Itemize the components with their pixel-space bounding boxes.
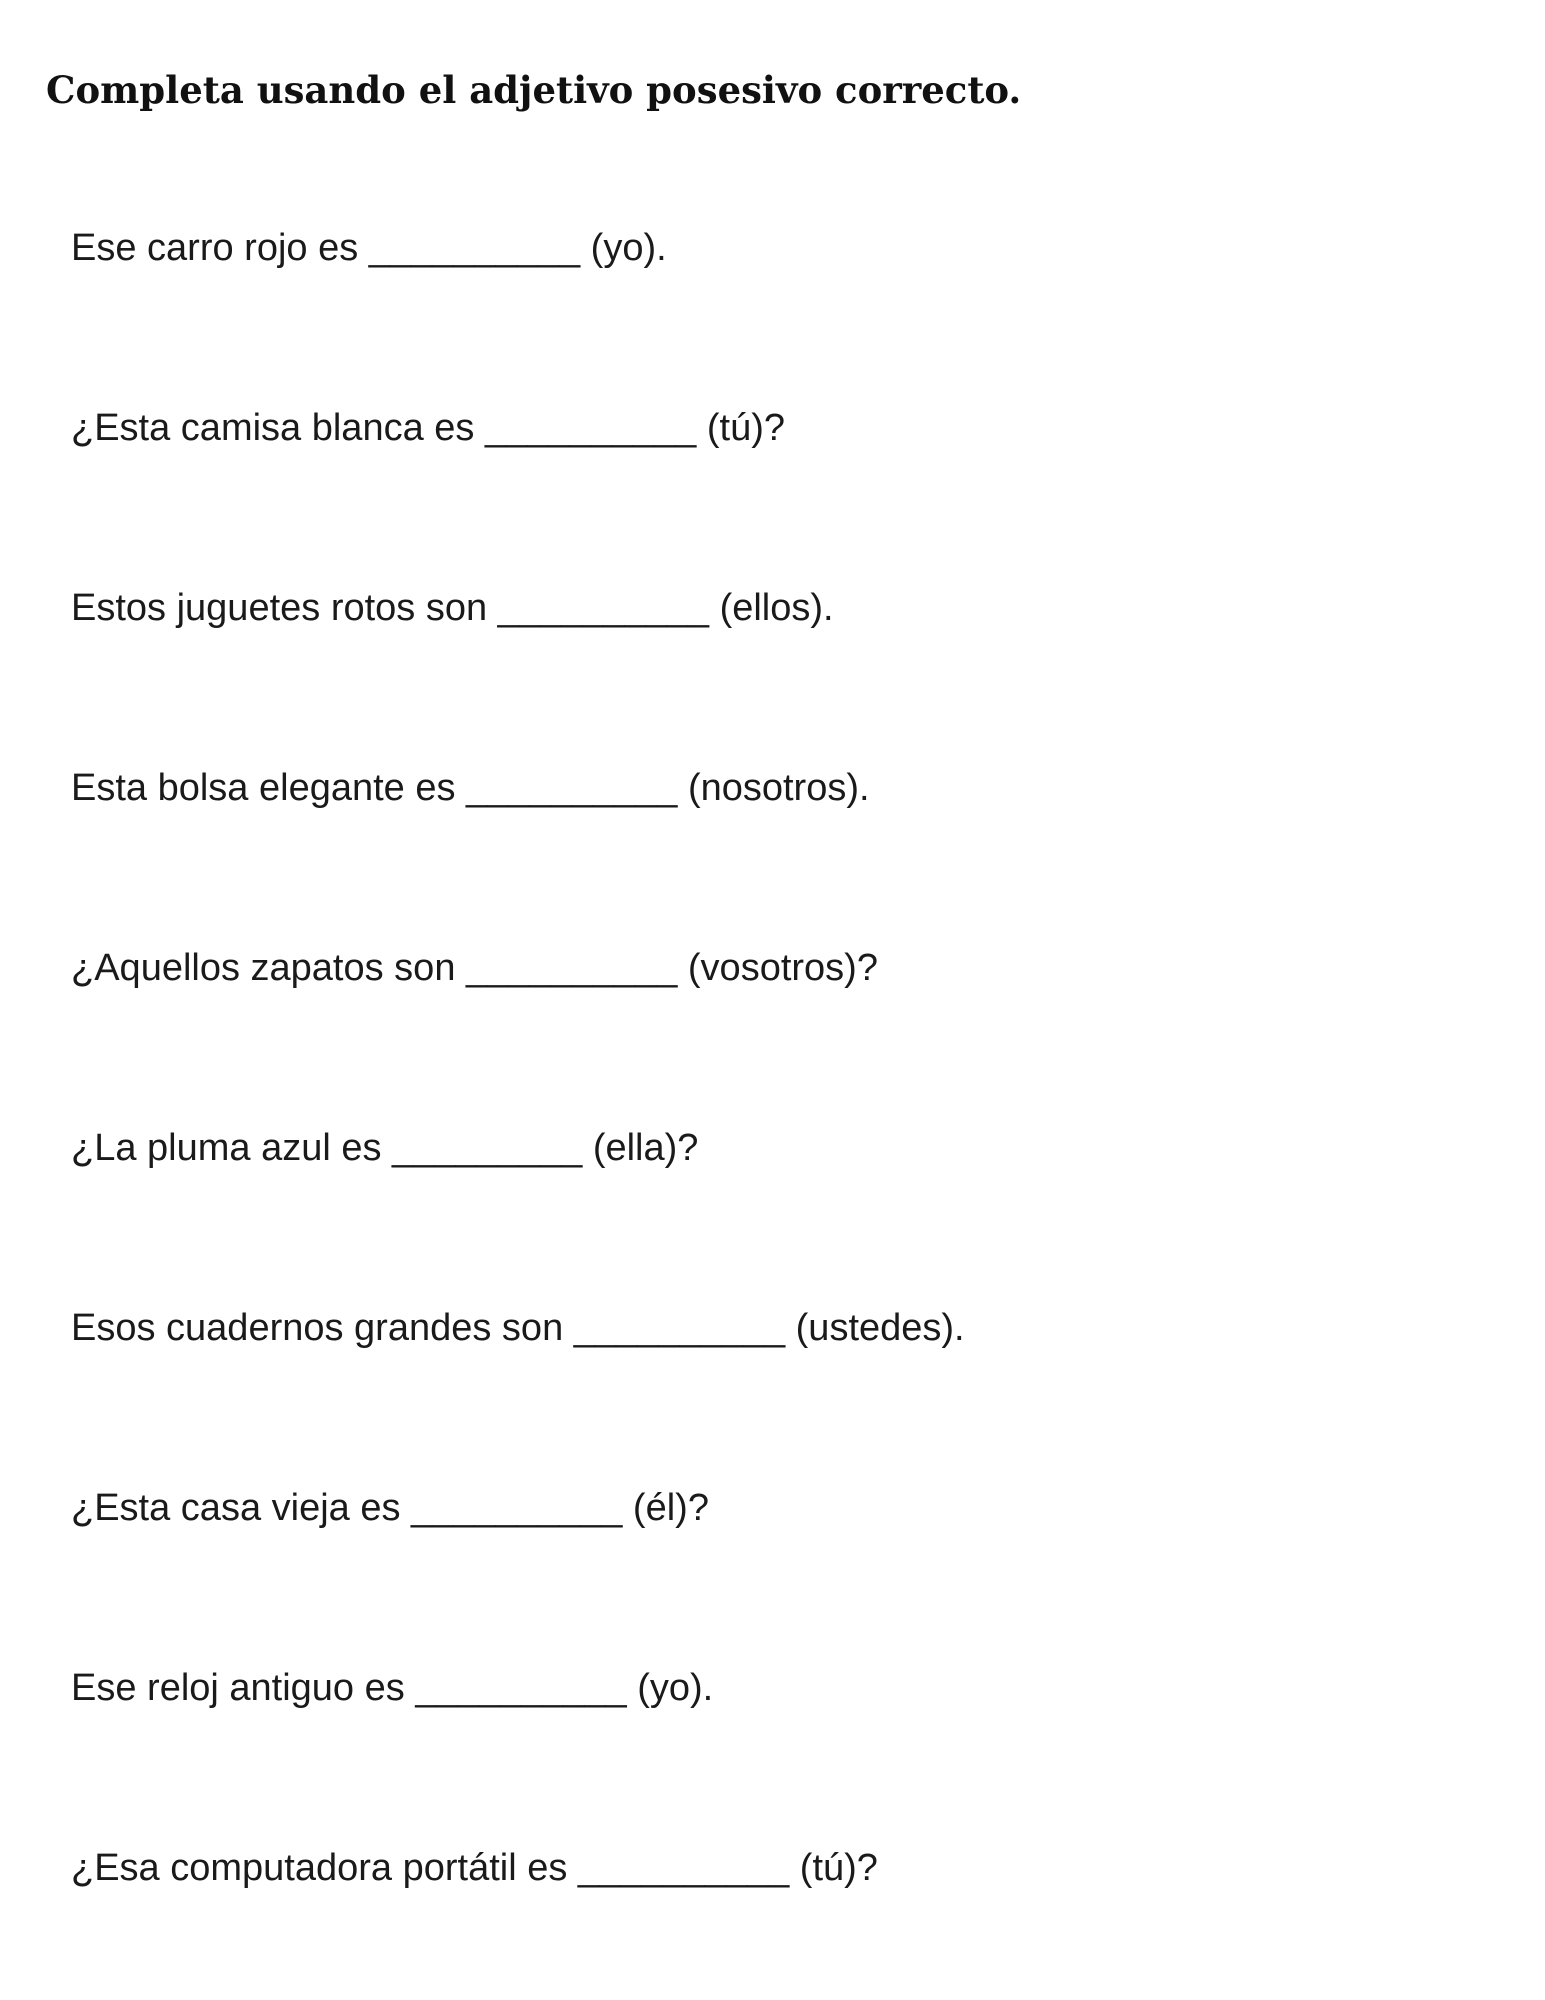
exercise-item-1: Ese carro rojo es __________ (yo). (71, 227, 667, 269)
exercise-item-6: ¿La pluma azul es _________ (ella)? (71, 1127, 699, 1169)
exercise-item-7: Esos cuadernos grandes son __________ (ustedes). (71, 1307, 965, 1349)
exercise-item-9: Ese reloj antiguo es __________ (yo). (71, 1667, 714, 1709)
exercise-item-8: ¿Esta casa vieja es __________ (él)? (71, 1487, 709, 1529)
exercise-item-2: ¿Esta camisa blanca es __________ (tú)? (71, 407, 785, 449)
exercise-item-4: Esta bolsa elegante es __________ (nosotros). (71, 767, 870, 809)
exercise-item-10: ¿Esa computadora portátil es __________ (tú)? (71, 1847, 878, 1889)
worksheet-title: Completa usando el adjetivo posesivo correcto. (46, 68, 1022, 112)
exercise-item-3: Estos juguetes rotos son __________ (ellos). (71, 587, 834, 629)
exercise-item-5: ¿Aquellos zapatos son __________ (vosotros)? (71, 947, 878, 989)
